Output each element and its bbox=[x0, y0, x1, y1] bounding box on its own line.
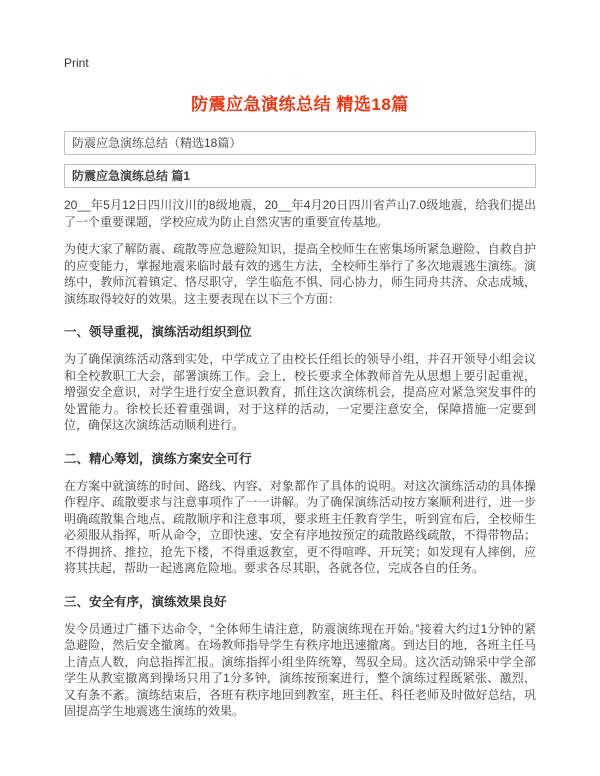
heading-section-1: 一、领导重视，演练活动组织到位 bbox=[64, 325, 252, 339]
page-title: 防震应急演练总结 精选18篇 bbox=[191, 95, 409, 114]
section-title-box bbox=[64, 164, 536, 188]
paragraph-intro-1: 20__年5月12日四川汶川的8级地震，20__年4月20日四川省芦山7.0级地震，给我们提出了一个重要课题，学校应成为防止自然灾害的重要宣传基地。 bbox=[64, 198, 536, 229]
paragraph-section-2: 在方案中就演练的时间、路线、内容、对象都作了具体的说明。对这次演练活动的具体操作程序、疏散要求与注意事项作了一一讲解。为了确保演练活动按方案顺利进行，进一步明确疏散集合地点、疏散顺序和注意事项，要求班主任教育学生，听到宣布后，全校师生必须服从指挥，听从命令，立即快速、安全有序地按预定的疏散路线疏散，不得带物品；不得拥挤、推拉，抢先下楼，不得重返教室，更不得喧哗、开玩笑；如发现有人摔倒，应将其扶起，帮助一起逃离危险地。要求各尽其职，各就各位，完成各自的任务。 bbox=[64, 478, 536, 575]
paragraph-section-1: 为了确保演练活动落到实处，中学成立了由校长任组长的领导小组，并召开领导小组会议和全校教职工大会，部署演练工作。会上，校长要求全体教师首先从思想上要引起重视，增强安全意识，对学生进行安全意识教育，抓住这次演练机会，提高应对紧急突发事件的处置能力。徐校长还着重强调，对于这样的活动，一定要注意安全，保障措施一定要到位，确保这次演练活动顺利进行。 bbox=[64, 352, 536, 432]
heading-section-3: 三、安全有序，演练效果良好 bbox=[64, 594, 227, 609]
subtitle-text: 防震应急演练总结（精选18篇） bbox=[72, 136, 242, 150]
subtitle-box bbox=[64, 131, 536, 155]
paragraph-intro-2: 为使大家了解防震、疏散等应急避险知识，提高全校师生在密集场所紧急避险、自救自护的应变能力，掌握地震来临时最有效的逃生方法，全校师生举行了多次地震逃生演练。演练中，教师沉着镇定、恪尽职守，学生临危不惧、同心协力，师生同舟共济、众志成城，演练取得较好的效果。这主要表现在以下三个方面： bbox=[64, 242, 536, 306]
heading-section-2: 二、精心筹划，演练方案安全可行 bbox=[64, 451, 252, 466]
paragraph-section-3: 发令员通过广播下达命令，“全体师生请注意，防震演练现在开始。”接着大约过1分钟的紧急避险，然后安全撤离。在场教师指导学生有秩序地迅速撤离。到达目的地，各班主任马上清点人数，向总指挥汇报。演练指挥小组坐阵统筹，驾驭全局。这次活动锦采中学全部学生从教室撤离到操场只用了1分多钟，演练按预案进行，整个演练过程既紧张、激烈，又有条不紊。演练结束后，各班有秩序地回到教室，班主任、科任老师及时做好总结，巩固提高学生地震逃生演练的效果。 bbox=[64, 621, 536, 718]
section-title-text: 防震应急演练总结 篇1 bbox=[72, 169, 191, 183]
print-link[interactable]: Print bbox=[64, 56, 89, 70]
